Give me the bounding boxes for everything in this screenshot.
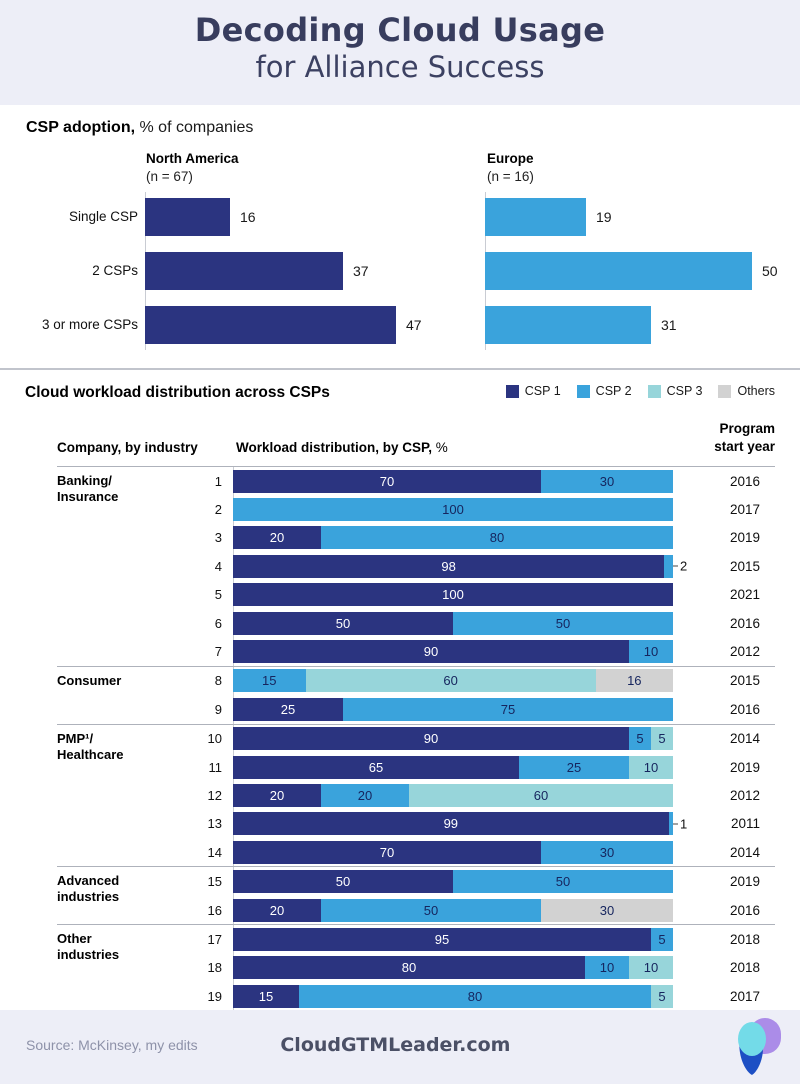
company-number: 4 [214, 558, 222, 574]
stacked-bar-segments [233, 526, 673, 549]
program-start-year: 2016 [729, 615, 760, 631]
adoption-bar-value: 50 [762, 263, 778, 279]
program-start-year: 2016 [729, 701, 760, 717]
program-start-year: 2014 [729, 731, 760, 747]
bar-segment-csp1: 80 [233, 956, 585, 979]
industry-label-line: PMP¹/ [57, 730, 94, 746]
stacked-bar [233, 784, 673, 807]
adoption-heading-unit: % of companies [139, 119, 254, 136]
program-start-year: 2014 [729, 844, 760, 860]
stacked-bar-segments [233, 841, 673, 864]
adoption-bar-value: 47 [406, 317, 422, 333]
adoption-bar [485, 306, 651, 344]
legend-item-csp2 [577, 384, 632, 398]
bar-segment-csp2: 80 [321, 526, 673, 549]
series-header-europe [487, 150, 534, 186]
workload-row [57, 609, 775, 637]
company-number: 18 [207, 960, 222, 976]
program-start-year: 2012 [729, 644, 760, 660]
workload-row [57, 667, 775, 695]
bar-segment-csp2: 15 [233, 669, 306, 692]
column-header-year [714, 420, 775, 456]
others-swatch-icon [718, 385, 731, 398]
company-number: 3 [214, 530, 222, 546]
bar-segment-csp2: 75 [343, 698, 673, 721]
program-start-year: 2015 [729, 558, 760, 574]
stacked-bar [233, 526, 673, 549]
series-header-north-america [146, 150, 239, 186]
bar-segment-csp1: 65 [233, 756, 519, 779]
stacked-bar-segments [233, 956, 673, 979]
bar-segment-csp1: 15 [233, 985, 299, 1008]
adoption-category-label: 3 or more CSPs [41, 317, 138, 332]
adoption-bar [485, 198, 586, 236]
company-number: 19 [207, 988, 222, 1004]
industry-label [57, 873, 119, 905]
bar-segment-csp1: 20 [233, 526, 321, 549]
company-number: 16 [207, 902, 222, 918]
bar-segment-csp1: 90 [233, 640, 629, 663]
stacked-bar [233, 640, 673, 663]
bar-segment-csp3: 10 [629, 956, 673, 979]
bar-segment-csp2: 30 [541, 841, 673, 864]
legend-label: CSP 1 [524, 384, 561, 398]
stacked-bar-segments [233, 985, 673, 1008]
stacked-bar-segments [233, 870, 673, 893]
program-start-year: 2019 [729, 874, 760, 890]
outside-segment-label: 1 [673, 816, 687, 831]
workload-row [57, 954, 775, 982]
legend-label: Others [737, 384, 775, 398]
workload-table [57, 466, 775, 1010]
workload-row [57, 695, 775, 723]
stacked-bar [233, 870, 673, 893]
company-number: 14 [207, 844, 222, 860]
workload-row [57, 725, 775, 753]
stacked-bar [233, 583, 673, 606]
masthead [0, 0, 800, 105]
stacked-bar [233, 956, 673, 979]
stacked-bar-segments [233, 498, 673, 521]
company-number: 8 [214, 673, 222, 689]
outside-segment-label: 2 [673, 559, 687, 574]
bar-segment-csp2: 20 [321, 784, 409, 807]
stacked-bar-segments [233, 612, 673, 635]
bar-segment-csp3: 5 [651, 985, 673, 1008]
bar-segment-csp1: 20 [233, 899, 321, 922]
industry-group [57, 924, 775, 1010]
bar-segment-csp1: 70 [233, 470, 541, 493]
bar-segment-csp1: 50 [233, 870, 453, 893]
bar-segment-csp2: 50 [453, 612, 673, 635]
bar-segment-csp1: 100 [233, 583, 673, 606]
stacked-bar-segments [233, 470, 673, 493]
workload-row [57, 467, 775, 495]
industry-group [57, 466, 775, 666]
stacked-bar [233, 612, 673, 635]
program-start-year: 2019 [729, 759, 760, 775]
legend-label: CSP 3 [666, 384, 703, 398]
legend-item-csp1 [506, 384, 561, 398]
adoption-bar-value: 19 [596, 209, 612, 225]
csp-adoption-section [0, 105, 800, 368]
csp1-swatch-icon [506, 385, 519, 398]
workload-row [57, 838, 775, 866]
workload-row [57, 925, 775, 953]
industry-group [57, 666, 775, 724]
industry-label [57, 673, 121, 689]
company-number: 6 [214, 615, 222, 631]
column-header-workload-unit: % [435, 440, 448, 455]
bar-segment-csp2: 50 [321, 899, 541, 922]
workload-row [57, 495, 775, 523]
stacked-bar [233, 985, 673, 1008]
page-title-line1: Decoding Cloud Usage [194, 11, 606, 49]
column-header-company: Company, by industry [57, 440, 198, 455]
industry-label [57, 473, 118, 505]
stacked-bar [233, 812, 688, 835]
industry-label-line: industries [57, 947, 120, 963]
column-header-year-line1: Program [719, 421, 775, 436]
adoption-category-label: Single CSP [68, 209, 138, 224]
company-number: 10 [207, 731, 222, 747]
bar-segment-csp2: 100 [233, 498, 673, 521]
bar-segment-csp2: 10 [585, 956, 629, 979]
bar-segment-csp1: 90 [233, 727, 629, 750]
legend-item-others [718, 384, 775, 398]
program-start-year: 2018 [729, 931, 760, 947]
csp3-swatch-icon [648, 385, 661, 398]
legend [506, 384, 775, 398]
industry-label-line: Healthcare [57, 746, 124, 762]
stacked-bar [233, 470, 673, 493]
industry-label [57, 931, 119, 963]
company-number: 12 [207, 787, 222, 803]
bar-segment-csp2: 50 [453, 870, 673, 893]
program-start-year: 2016 [729, 902, 760, 918]
bar-segment-csp2: 80 [299, 985, 651, 1008]
stacked-bar-segments [233, 812, 673, 835]
adoption-bar-value: 16 [240, 209, 256, 225]
column-header-workload-bold: Workload distribution, by CSP, [236, 440, 433, 455]
industry-group [57, 724, 775, 867]
legend-label: CSP 2 [595, 384, 632, 398]
source-note: Source: McKinsey, my edits [26, 1037, 198, 1053]
program-start-year: 2011 [730, 816, 760, 832]
program-start-year: 2019 [729, 530, 760, 546]
stacked-bar [233, 841, 673, 864]
program-start-year: 2017 [729, 988, 760, 1004]
stacked-bar-segments [233, 899, 673, 922]
stacked-bar-segments [233, 756, 673, 779]
adoption-bar-value: 31 [661, 317, 677, 333]
bar-segment-csp2: 5 [629, 727, 651, 750]
stacked-bar-segments [233, 698, 673, 721]
series-name: Europe [487, 151, 534, 166]
stacked-bar [233, 498, 673, 521]
stacked-bar-segments [233, 784, 673, 807]
company-number: 13 [207, 816, 222, 832]
industry-label-line: Consumer [57, 672, 122, 688]
bar-segment-csp3: 10 [629, 756, 673, 779]
bar-segment-csp2: 30 [541, 470, 673, 493]
program-start-year: 2012 [729, 787, 760, 803]
cloudgtm-logo-icon [736, 1017, 782, 1077]
stacked-bar-segments [233, 555, 673, 578]
site-name: CloudGTMLeader.com [280, 1034, 511, 1056]
bar-segment-others: 16 [596, 669, 673, 692]
column-header-year-line2: start year [714, 439, 775, 454]
industry-label-line: Banking/ [57, 473, 112, 488]
bar-segment-csp2: 25 [519, 756, 629, 779]
bar-segment-csp1: 99 [233, 812, 669, 835]
stacked-bar [233, 899, 673, 922]
bar-segment-csp2: 5 [651, 928, 673, 951]
company-number: 5 [214, 587, 222, 603]
workload-row [57, 581, 775, 609]
program-start-year: 2021 [729, 587, 760, 603]
bar-segment-csp2: 10 [629, 640, 673, 663]
stacked-bar-segments [233, 727, 673, 750]
company-number: 1 [214, 473, 222, 489]
adoption-bar [145, 306, 396, 344]
adoption-heading-bold: CSP adoption, [26, 119, 136, 136]
adoption-bar [145, 198, 230, 236]
series-n-label: (n = 16) [487, 169, 534, 184]
workload-row [57, 781, 775, 809]
bar-segment-others: 30 [541, 899, 673, 922]
adoption-bar [145, 252, 343, 290]
workload-row [57, 637, 775, 665]
stacked-bar-segments [233, 928, 673, 951]
stacked-bar [233, 698, 673, 721]
bar-segment-csp1: 50 [233, 612, 453, 635]
stacked-bar [233, 555, 688, 578]
stacked-bar [233, 727, 673, 750]
workload-row [57, 896, 775, 924]
company-number: 9 [214, 701, 222, 717]
adoption-bar-value: 37 [353, 263, 369, 279]
bar-segment-csp3: 60 [306, 669, 596, 692]
bar-segment-csp3: 5 [651, 727, 673, 750]
program-start-year: 2017 [729, 502, 760, 518]
bar-segment-csp3: 60 [409, 784, 673, 807]
series-name: North America [146, 151, 239, 166]
workload-row [57, 867, 775, 895]
workload-title: Cloud workload distribution across CSPs [25, 384, 330, 401]
bar-segment-csp1: 95 [233, 928, 651, 951]
industry-label-line: industries [57, 889, 120, 905]
workload-row [57, 524, 775, 552]
stacked-bar [233, 928, 673, 951]
program-start-year: 2015 [729, 673, 760, 689]
bar-segment-csp2 [664, 555, 673, 578]
company-number: 11 [208, 759, 222, 775]
company-number: 15 [207, 874, 222, 890]
bar-segment-csp1: 25 [233, 698, 343, 721]
workload-row [57, 552, 775, 580]
stacked-bar [233, 669, 673, 692]
industry-label-line: Advanced [57, 873, 120, 889]
company-number: 2 [214, 502, 222, 518]
workload-row [57, 810, 775, 838]
company-number: 7 [214, 644, 222, 660]
company-number: 17 [207, 931, 222, 947]
workload-section [0, 370, 800, 1010]
industry-label [57, 731, 123, 763]
industry-label-line: Other [57, 931, 92, 947]
page-title-line2: for Alliance Success [255, 50, 545, 84]
bar-segment-csp1: 70 [233, 841, 541, 864]
stacked-bar [233, 756, 673, 779]
adoption-bar [485, 252, 752, 290]
industry-group [57, 866, 775, 924]
column-header-workload [236, 440, 448, 455]
bar-segment-csp1: 98 [233, 555, 664, 578]
csp2-swatch-icon [577, 385, 590, 398]
workload-row [57, 753, 775, 781]
stacked-bar-segments [233, 669, 673, 692]
adoption-heading [26, 119, 253, 137]
program-start-year: 2018 [729, 960, 760, 976]
stacked-bar-segments [233, 583, 673, 606]
legend-item-csp3 [648, 384, 703, 398]
footer [0, 1010, 800, 1084]
workload-row [57, 982, 775, 1010]
industry-label-line: Insurance [57, 489, 119, 504]
stacked-bar-segments [233, 640, 673, 663]
bar-segment-csp1: 20 [233, 784, 321, 807]
series-n-label: (n = 67) [146, 169, 193, 184]
program-start-year: 2016 [729, 473, 760, 489]
adoption-category-label: 2 CSPs [92, 263, 138, 278]
